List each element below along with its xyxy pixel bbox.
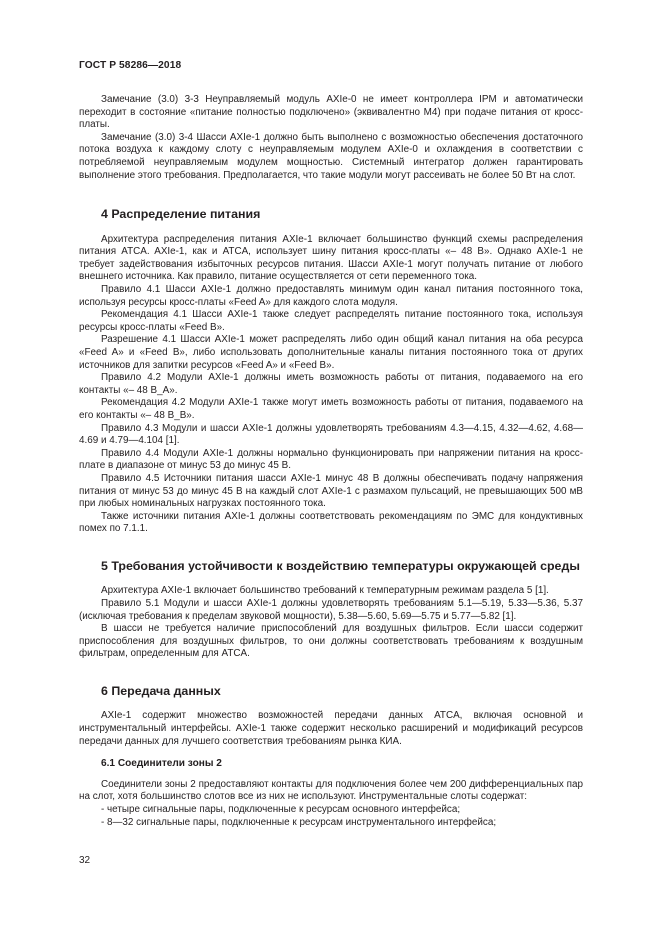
paragraph: Также источники питания AXIe-1 должны соответствовать рекомендациям по ЭМС для кондуктивных помех по 7.1.1. [79, 510, 583, 535]
section-heading: 5 Требования устойчивости к воздействию температуры окружающей среды [101, 558, 580, 573]
paragraph: Правило 5.1 Модули и шасси AXIe-1 должны удовлетворять требованиям 5.1—5.19, 5.33—5.36, 5.37 (исключая требования к пределам звуковой мощности), 5.38—5.60, 5.69—5.75 и 5.77—5.82 [1]. [79, 598, 583, 622]
subsection-heading: 6.1 Соединители зоны 2 [101, 758, 222, 770]
paragraph: Замечание (3.0) 3-4 Шасси AXIe-1 должно быть выполнено с возможностью обеспечения достаточного потока воздуха к каждому слоту с неуправляемым модулем AXIe-0 и охлаждения в соответствии с потребляемой неуправляемым модулем мощностью. Системный интегратор должен гарантировать выполнение этого требования. Предполагается, что такие модули могут рассеивать не более 50 Вт на слот. [79, 131, 583, 181]
section-heading: 4 Распределение питания [101, 207, 261, 222]
paragraph: В шасси не требуется наличие приспособлений для воздушных фильтров. Если шасси содержит приспособления для воздушных фильтров, то они должны соответствовать требованиям к воздушным фильтрам, определенным для ATCA. [79, 623, 583, 660]
paragraph: Правило 4.2 Модули AXIe-1 должны иметь возможность работы от питания, подаваемого на его контакты «– 48 B_A». [79, 372, 583, 396]
paragraph: Рекомендация 4.1 Шасси AXIe-1 также следует распределять питание постоянного тока, используя ресурсы кросс-платы «Feed B». [79, 309, 583, 333]
document-header: ГОСТ Р 58286—2018 [79, 60, 182, 71]
paragraph: Замечание (3.0) 3-3 Неуправляемый модуль AXIe-0 не имеет контроллера IPM и автоматически переходит в состояние «питание полностью подключено» (эквивалентно M4) при подаче питания от кросс-платы. [79, 94, 583, 131]
list-item: - четыре сигнальные пары, подключенные к ресурсам основного интерфейса; [101, 804, 461, 816]
page-number: 32 [79, 855, 91, 866]
paragraph: Рекомендация 4.2 Модули AXIe-1 также могут иметь возможность работы от питания, подаваемого на его контакты «– 48 B_B». [79, 397, 583, 421]
section-heading: 6 Передача данных [101, 683, 221, 698]
paragraph: Правило 4.4 Модули AXIe-1 должны нормально функционировать при напряжении питания на кросс-плате в диапазоне от минус 53 до минус 45 В. [79, 447, 583, 472]
paragraph: Архитектура AXIe-1 включает большинство требований к температурным режимам раздела 5 [1]. [101, 585, 549, 597]
paragraph: Разрешение 4.1 Шасси AXIe-1 может распределять либо один общий канал питания на оба ресурса «Feed A» и «Feed B», либо использовать дополнительные каналы питания постоянного тока от других источников для запитки ресурсов «Feed A» и «Feed B». [79, 334, 583, 371]
paragraph: AXIe-1 содержит множество возможностей передачи данных ATCA, включая основной и инструментальный интерфейсы. AXIe-1 также содержит несколько расширений и модификаций ресурсов передачи данных для лучшего соответствия требованиям рынка КИА. [79, 710, 583, 747]
paragraph: Правило 4.5 Источники питания шасси AXIe-1 минус 48 В должны обеспечивать подачу напряжения питания от минус 53 до минус 45 В на каждый слот AXIe-1 с размахом пульсаций, не превышающих 500 мВ при любых номинальных нагрузках постоянного тока. [79, 472, 583, 510]
paragraph: Правило 4.1 Шасси AXIe-1 должно предоставлять минимум один канал питания постоянного тока, используя ресурсы кросс-платы «Feed A» для каждого слота модуля. [79, 284, 583, 308]
paragraph: Архитектура распределения питания AXIe-1 включает большинство функций схемы распределения питания ATCA. AXIe-1, как и ATCA, использует шину питания кросс-платы «– 48 В». Однако AXIe-1 не требует задействования избыточных ресурсов питания. Шасси AXIe-1 могут получать питание от любого внешнего источника. Как правило, питание осуществляется от сети переменного тока. [79, 233, 583, 283]
paragraph: Правило 4.3 Модули и шасси AXIe-1 должны удовлетворять требованиям 4.3—4.15, 4.32—4.62, 4.68—4.69 и 4.79—4.104 [1]. [79, 422, 583, 447]
list-item: - 8—32 сигнальные пары, подключенные к ресурсам инструментального интерфейса; [101, 816, 497, 828]
document-body [79, 94, 583, 829]
paragraph: Соединители зоны 2 предоставляют контакты для подключения более чем 200 дифференциальных пар на слот, хотя большинство слотов все из них не используют. Инструментальные слоты содержат: [79, 778, 583, 803]
